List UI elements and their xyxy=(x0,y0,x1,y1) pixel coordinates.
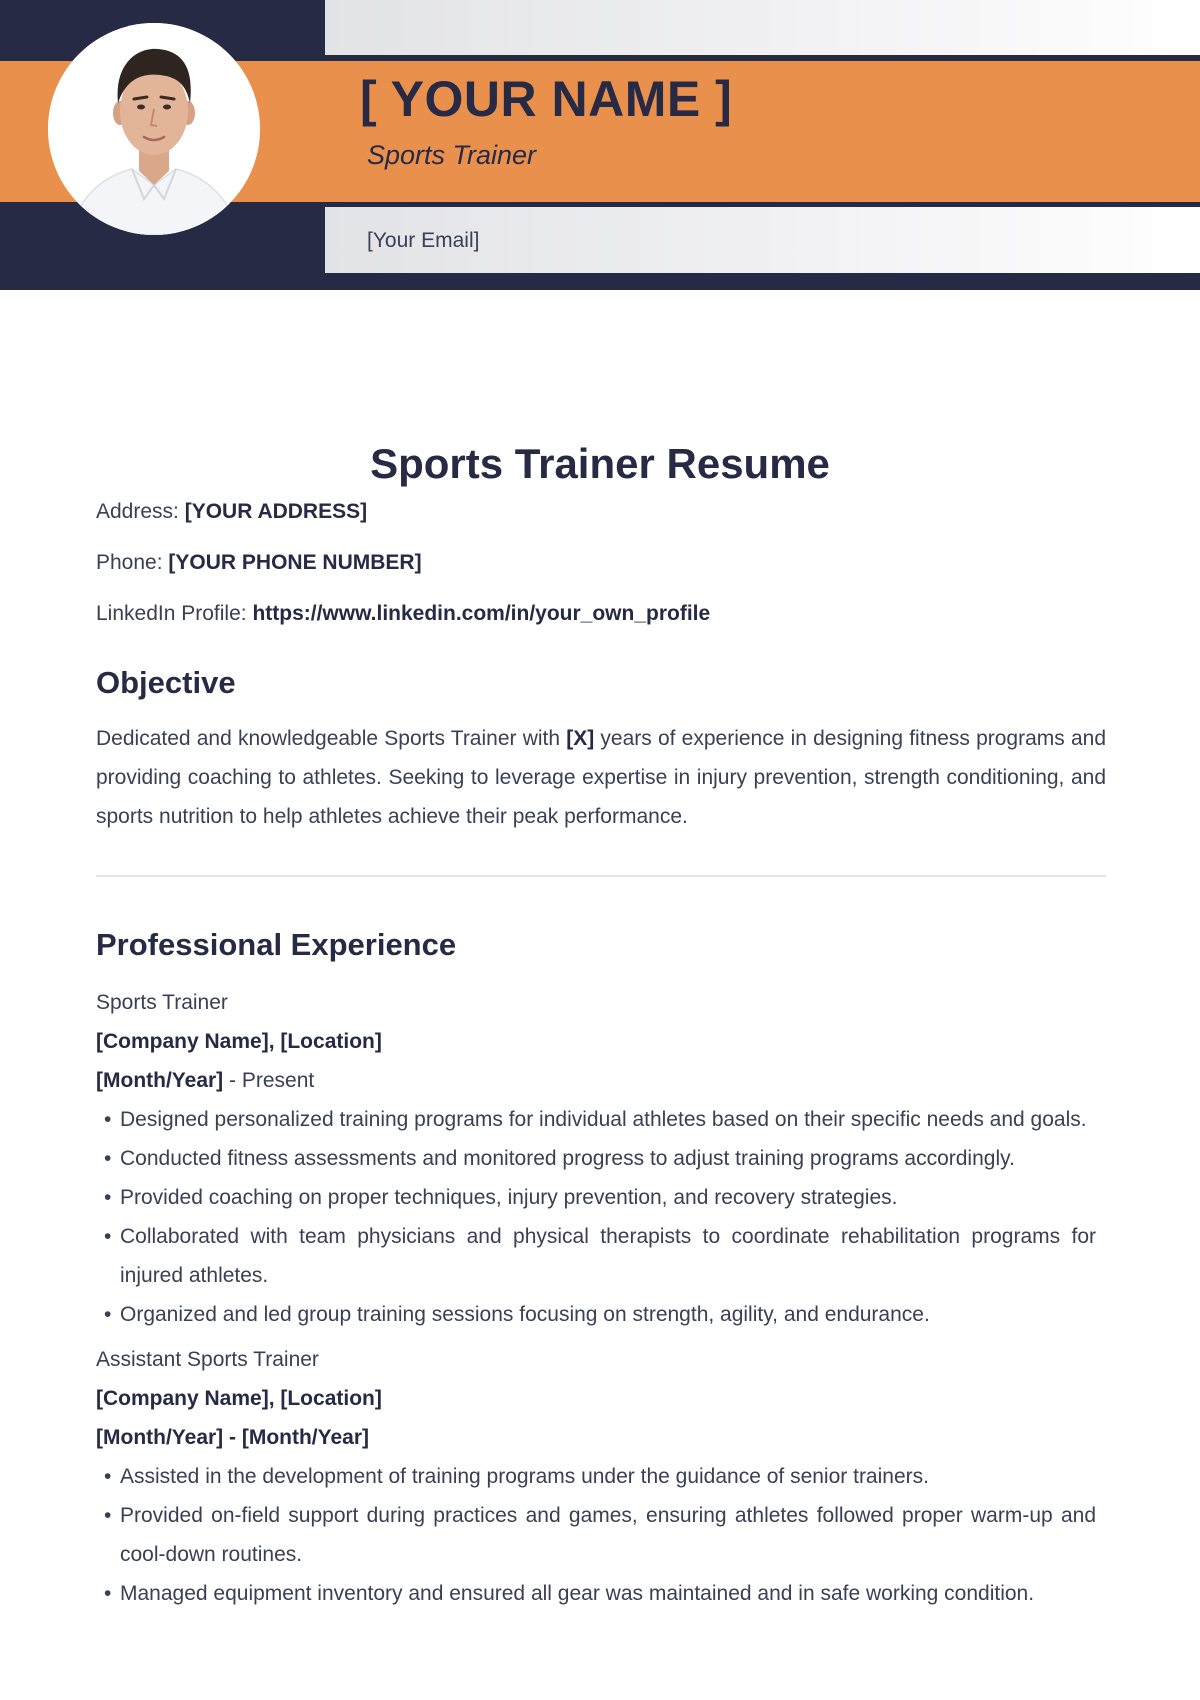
job-duties-list xyxy=(96,1457,1096,1613)
resume-body xyxy=(96,498,1106,1613)
job-company xyxy=(96,1022,1106,1061)
experience-entry xyxy=(96,1340,1106,1613)
address-line xyxy=(96,498,1106,526)
profile-photo xyxy=(48,23,260,235)
company-location: [Company Name], [Location] xyxy=(96,1387,382,1410)
list-item: • Organized and led group training sessions focusing on strength, agility, and endurance. xyxy=(120,1295,1096,1334)
job-dates xyxy=(96,1061,1106,1100)
experience-entry xyxy=(96,983,1106,1334)
objective-heading: Objective xyxy=(96,665,236,700)
list-item: • Managed equipment inventory and ensured all gear was maintained and in safe working condition. xyxy=(120,1574,1096,1613)
objective-years: [X] xyxy=(566,727,595,750)
list-item: • Provided coaching on proper techniques, injury prevention, and recovery strategies. xyxy=(120,1178,1096,1217)
resume-header xyxy=(0,0,1200,290)
job-duties-list xyxy=(96,1100,1096,1334)
linkedin-line xyxy=(96,600,1106,628)
phone-label: Phone: xyxy=(96,551,163,574)
person-portrait-icon xyxy=(48,23,260,235)
job-company xyxy=(96,1379,1106,1418)
resume-email: [Your Email] xyxy=(367,229,480,252)
list-item: • Assisted in the development of training programs under the guidance of senior trainers. xyxy=(120,1457,1096,1496)
objective-text xyxy=(96,719,1106,836)
experience-heading: Professional Experience xyxy=(96,927,457,962)
objective-text-start: Dedicated and knowledgeable Sports Trainer with xyxy=(96,727,567,750)
linkedin-label: LinkedIn Profile: xyxy=(96,602,247,625)
resume-role: Sports Trainer xyxy=(367,140,537,170)
company-location: [Company Name], [Location] xyxy=(96,1030,382,1053)
list-item: • Provided on-field support during practices and games, ensuring athletes followed proper warm-up and cool-down routines. xyxy=(120,1496,1096,1574)
document-title: Sports Trainer Resume xyxy=(370,440,830,487)
job-end-date: Present xyxy=(241,1069,315,1092)
job-start-date: [Month/Year] xyxy=(96,1069,224,1092)
job-title: Assistant Sports Trainer xyxy=(96,1348,319,1371)
list-item: • Designed personalized training programs for individual athletes based on their specific needs and goals. xyxy=(120,1100,1096,1139)
address-value: [YOUR ADDRESS] xyxy=(184,500,368,523)
resume-name: [ YOUR NAME ] xyxy=(360,71,733,127)
objective-text-end: years of experience in designing fitness programs and providing coaching to athletes. Seeking to leverage expertise in injury prevention, strength conditioning, and sports nutrition to help athletes achieve their peak performance. xyxy=(96,727,1106,828)
section-divider xyxy=(96,875,1106,877)
phone-value: [YOUR PHONE NUMBER] xyxy=(168,551,422,574)
phone-line xyxy=(96,549,1106,577)
job-date-range: [Month/Year] - [Month/Year] xyxy=(96,1426,369,1449)
job-title: Sports Trainer xyxy=(96,991,228,1014)
list-item: • Conducted fitness assessments and monitored progress to adjust training programs accordingly. xyxy=(120,1139,1096,1178)
linkedin-link[interactable]: https://www.linkedin.com/in/your_own_profile xyxy=(252,602,711,625)
header-top-panel xyxy=(325,0,1200,55)
job-dates xyxy=(96,1418,1106,1457)
list-item: • Collaborated with team physicians and physical therapists to coordinate rehabilitation programs for injured athletes. xyxy=(120,1217,1096,1295)
address-label: Address: xyxy=(96,500,179,523)
date-separator: - xyxy=(223,1069,242,1092)
